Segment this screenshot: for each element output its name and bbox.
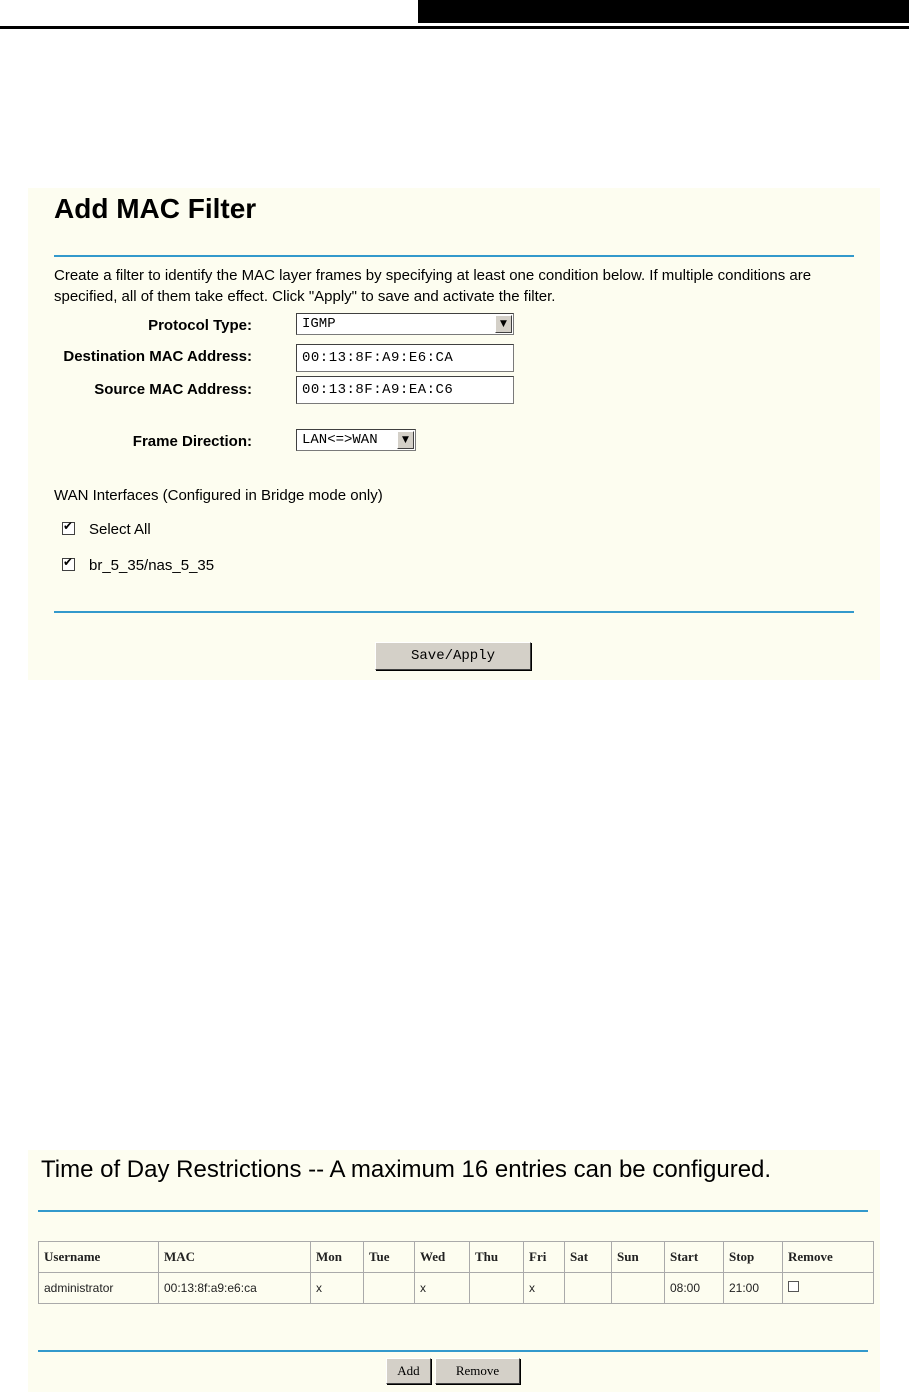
protocol-type-value: IGMP — [302, 316, 336, 332]
protocol-type-select[interactable] — [296, 313, 514, 335]
table-cell: 08:00 — [665, 1273, 724, 1304]
column-header: MAC — [159, 1242, 311, 1273]
add-button[interactable]: Add — [386, 1358, 431, 1384]
select-all-label: Select All — [89, 521, 151, 538]
column-header: Remove — [783, 1242, 874, 1273]
triangle-down-icon[interactable]: ▼ — [397, 431, 414, 449]
src-mac-input[interactable] — [296, 376, 514, 404]
tod-title: Time of Day Restrictions -- A maximum 16 entries can be configured. — [41, 1156, 772, 1183]
column-header: Stop — [724, 1242, 783, 1273]
table-cell — [470, 1273, 524, 1304]
column-header: Start — [665, 1242, 724, 1273]
column-header: Wed — [415, 1242, 470, 1273]
table-cell — [612, 1273, 665, 1304]
filter-description: Create a filter to identify the MAC layer frames by specifying at least one condition below. If multiple conditions are specified, all of them take effect. Click "Apply" to save and activate the filter. — [54, 267, 812, 305]
remove-checkbox[interactable] — [788, 1281, 799, 1292]
table-cell: administrator — [39, 1273, 159, 1304]
save-apply-button[interactable]: Save/Apply — [375, 642, 531, 670]
page-title: Add MAC Filter — [54, 193, 257, 224]
header-black-bar — [418, 0, 909, 23]
column-header: Sun — [612, 1242, 665, 1273]
tod-bottom-divider — [38, 1350, 868, 1352]
wan-interfaces-label: WAN Interfaces (Configured in Bridge mode only) — [54, 487, 383, 504]
top-divider — [54, 255, 854, 257]
check-icon: ✔ — [63, 555, 74, 569]
tod-top-divider — [38, 1210, 868, 1212]
frame-direction-select[interactable] — [296, 429, 416, 451]
src-mac-label: Source MAC Address: — [94, 381, 252, 398]
frame-direction-label: Frame Direction: — [132, 433, 252, 450]
remove-cell — [783, 1273, 874, 1304]
bottom-divider — [54, 611, 854, 613]
column-header: Sat — [565, 1242, 612, 1273]
select-all-row — [62, 521, 151, 538]
column-header: Username — [39, 1242, 159, 1273]
check-icon: ✔ — [63, 519, 74, 533]
column-header: Tue — [364, 1242, 415, 1273]
table-cell: 00:13:8f:a9:e6:ca — [159, 1273, 311, 1304]
dest-mac-label: Destination MAC Address: — [63, 348, 252, 365]
tod-table — [38, 1241, 874, 1304]
triangle-down-icon[interactable]: ▼ — [495, 315, 512, 333]
header-rule — [0, 26, 909, 29]
interface-row — [62, 557, 214, 574]
remove-button[interactable]: Remove — [435, 1358, 520, 1384]
table-cell: x — [524, 1273, 565, 1304]
table-cell — [364, 1273, 415, 1304]
table-header-row — [39, 1242, 874, 1273]
frame-direction-value: LAN<=>WAN — [302, 432, 378, 448]
select-all-checkbox[interactable] — [62, 519, 75, 535]
table-cell: x — [311, 1273, 364, 1304]
column-header: Fri — [524, 1242, 565, 1273]
column-header: Thu — [470, 1242, 524, 1273]
interface-checkbox[interactable] — [62, 555, 75, 571]
protocol-type-label: Protocol Type: — [148, 317, 252, 334]
time-of-day-panel — [28, 1150, 880, 1392]
column-header: Mon — [311, 1242, 364, 1273]
table-cell: 21:00 — [724, 1273, 783, 1304]
interface-label: br_5_35/nas_5_35 — [89, 557, 215, 574]
add-mac-filter-panel — [28, 188, 880, 680]
table-cell: x — [415, 1273, 470, 1304]
table-row — [39, 1273, 874, 1304]
dest-mac-input[interactable] — [296, 344, 514, 372]
table-cell — [565, 1273, 612, 1304]
